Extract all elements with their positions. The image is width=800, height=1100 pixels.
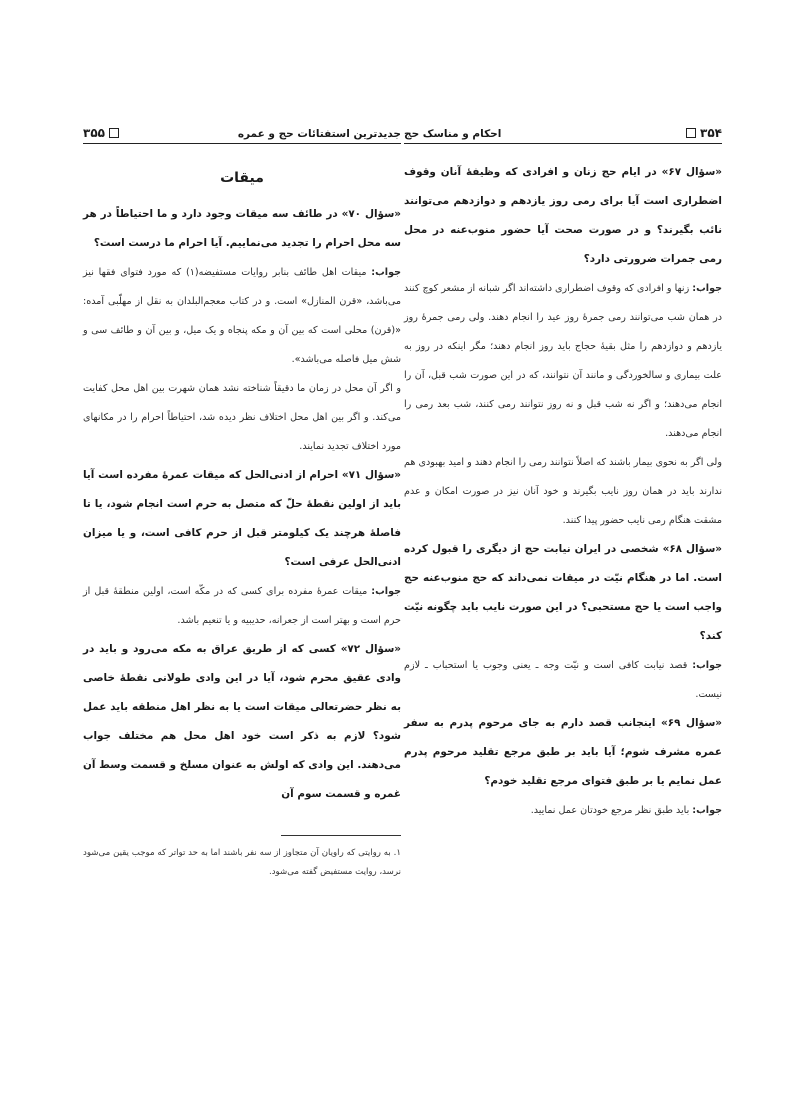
- section-title: میقات: [220, 170, 264, 186]
- page-number: [686, 126, 722, 140]
- answer-text: میقات اهل طائف بنابر روایات مستفیضه(۱) که مورد فتوای فقها نیز می‌باشد، «قرن المنازل» است. و در کتاب معجم‌البلدان به نقل از مهلّبی آمده: «(قرن) محلی است که بین آن و مکه پنجاه و یک میل، و بین آن و طائف سی و شش میل فاصله می‌باشد». و اگر آن محل در زمان ما دقیقاً شناخته نشد همان شهرت بین اهل محل کفایت می‌کند. و اگر بین اهل محل اختلاف نظر دیده شد، احتیاطاً احرام را در مکانهای مورد اختلاف تجدید نمایند.: [83, 267, 401, 452]
- question: «سؤال ۷۱» احرام از ادنی‌الحل که میقات عمرهٔ مفرده است آیا باید از اولین نقطهٔ حلّ که متصل به حرم است انجام شود، یا تا فاصلهٔ هرچند یک کیلومتر قبل از حرم کافی است، و یا میزان ادنی‌الحل عرفی است؟: [83, 469, 402, 568]
- answer-label: جواب:: [371, 267, 401, 278]
- answer: [83, 577, 401, 635]
- page-header: [83, 118, 401, 144]
- page-content: [404, 158, 722, 825]
- answer-text: میقات عمرهٔ مفرده برای کسی که در مکّه است، اولین منطقهٔ قبل از حرم است و بهتر است از جعرانه، حدیبیه و یا تنعیم باشد.: [83, 586, 401, 626]
- answer: [404, 274, 722, 535]
- page-number: [83, 126, 119, 140]
- answer: [83, 258, 401, 461]
- right-page: [404, 118, 722, 825]
- answer-text: قصد نیابت کافی است و نیّت وجه ـ یعنی وجوب یا استحباب ـ لازم نیست.: [404, 660, 722, 700]
- question: «سؤال ۷۰» در طائف سه میقات وجود دارد و ما احتیاطاً در هر سه محل احرام را تجدید می‌نماییم. آیا احرام ما درست است؟: [83, 208, 402, 249]
- answer: [404, 796, 722, 825]
- question: «سؤال ۶۸» شخصی در ایران نیابت حج از دیگری را قبول کرده است. اما در هنگام نیّت در میقات نمی‌داند که حج منوب‌عنه حج واجب است یا حج مستحبی؟ در این صورت نایب باید چگونه نیّت کند؟: [404, 543, 723, 642]
- page-number-text: ۳۵۵: [83, 126, 105, 140]
- running-title: جدیدترین استفتائات حج و عمره: [237, 128, 401, 140]
- page-content: [83, 200, 401, 809]
- question: «سؤال ۶۷» در ایام حج زنان و افرادی که وظیفهٔ آنان وقوف اضطراری است آیا برای رمی روز یازدهم و دوازدهم می‌توانند نائب بگیرند؟ و در صورت صحت آیا حضور منوب‌عنه در محل رمی جمرات ضرورتی دارد؟: [404, 166, 723, 265]
- answer-label: جواب:: [692, 805, 722, 816]
- answer-label: جواب:: [371, 586, 401, 597]
- footnote: ۱. به روایتی که راویان آن متجاوز از سه نفر باشند اما به حد تواتر که موجب یقین می‌شود نرسد، روایت مستفیض گفته می‌شود.: [83, 848, 401, 877]
- answer-label: جواب:: [692, 660, 722, 671]
- question: «سؤال ۶۹» اینجانب قصد دارم به جای مرحوم پدرم به سفر عمره مشرف شوم؛ آیا باید بر طبق مرجع تقلید مرحوم پدرم عمل نمایم یا بر طبق فتوای مرجع تقلید خودم؟: [404, 717, 722, 787]
- answer-text: باید طبق نظر مرجع خودتان عمل نمایید.: [530, 805, 693, 816]
- answer-label: جواب:: [692, 283, 722, 294]
- running-title: احکام و مناسک حج: [404, 128, 502, 140]
- answer: [404, 651, 722, 709]
- square-ornament-icon: [686, 128, 696, 138]
- page-number-text: ۳۵۴: [700, 126, 722, 140]
- answer-text: زنها و افرادی که وقوف اضطراری داشته‌اند اگر شبانه از مشعر کوچ کنند در همان شب می‌توانند رمی جمرهٔ روز عید را انجام دهند. ولی رمی جمرهٔ روز یازدهم و دوازدهم را مثل بقیهٔ حجاج باید روز انجام دهند؛ مگر اینکه در روز به علت بیماری و سالخوردگی و مانند آن نتوانند، که در این صورت شب قبل، آن را انجام می‌دهند؛ و اگر نه شب قبل و نه روز نتوانند رمی کنند، شب بعد رمی را انجام می‌دهند. ولی اگر به نحوی بیمار باشند که اصلاً نتوانند رمی را انجام دهند و امید بهبودی هم ندارند باید در همان روز نایب بگیرند و خود آنان نیز در صورت امکان و عدم مشقت هنگام رمی نایب حضور پیدا کنند.: [404, 283, 722, 526]
- left-page: [83, 118, 401, 882]
- square-ornament-icon: [109, 128, 119, 138]
- question: «سؤال ۷۲» کسی که از طریق عراق به مکه می‌رود و باید در وادی عقیق محرم شود، آیا در این وادی طولانی نقطهٔ خاصی به نظر حضرتعالی میقات است یا به نظر اهل منطقه باید عمل شود؟ لازم به ذکر است خود اهل محل هم مختلف جواب می‌دهند. این وادی که اولش به عنوان مسلخ و قسمت وسط آن غمره و قسمت سوم آن: [83, 643, 402, 800]
- page-header: [404, 118, 722, 144]
- footnote-divider: [281, 835, 401, 836]
